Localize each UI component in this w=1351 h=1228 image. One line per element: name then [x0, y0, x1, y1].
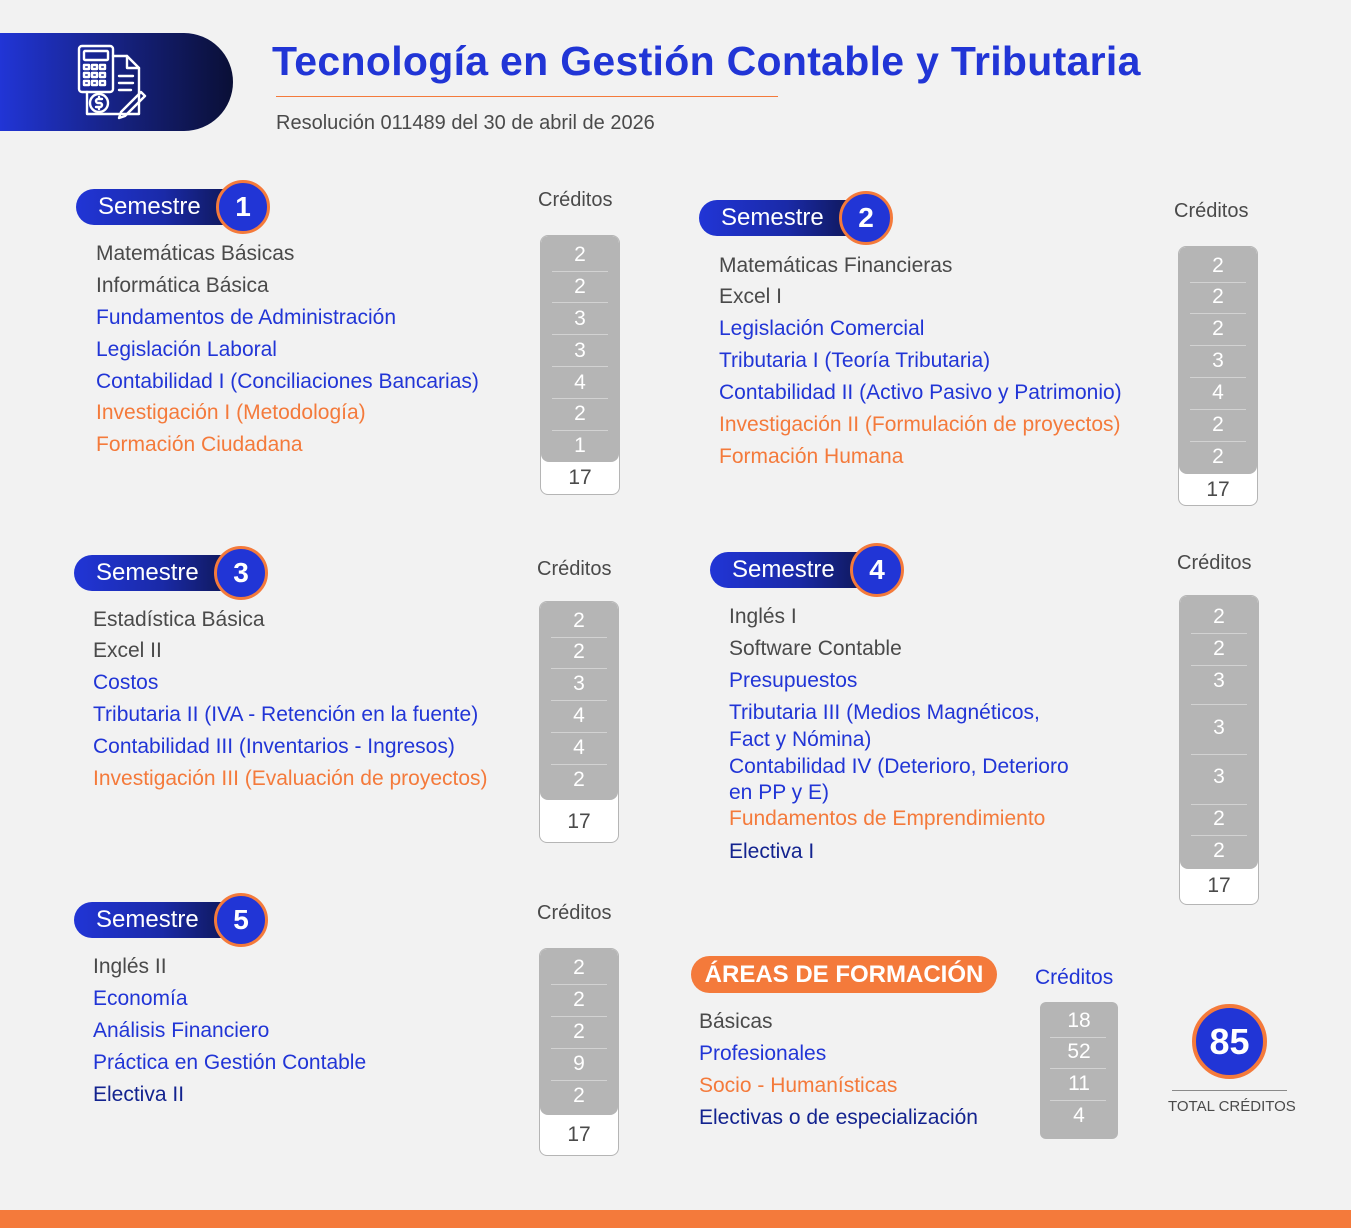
subject-item: Investigación III (Evaluación de proyectos)	[93, 767, 488, 790]
credit-value: 2	[1213, 839, 1225, 862]
semester-3-badge	[74, 546, 274, 600]
credit-value: 3	[574, 339, 586, 362]
credits-header: Créditos	[1174, 200, 1249, 222]
semester-label: Semestre	[74, 555, 249, 591]
page-title: Tecnología en Gestión Contable y Tributaria	[272, 38, 1141, 84]
subject-item: Investigación II (Formulación de proyectos)	[719, 413, 1121, 436]
subject-item: Presupuestos	[729, 669, 858, 692]
subject-item: Fundamentos de Emprendimiento	[729, 807, 1046, 830]
credit-total: 17	[1206, 478, 1230, 501]
credits-header: Créditos	[537, 558, 612, 580]
credit-value: 3	[573, 672, 585, 695]
semester-number: 5	[214, 893, 268, 947]
credit-value: 3	[574, 307, 586, 330]
credit-value: 2	[574, 243, 586, 266]
credit-value: 2	[574, 402, 586, 425]
credit-value: 2	[573, 988, 585, 1011]
subject-item: Contabilidad IV (Deterioro, Deterioro	[729, 755, 1069, 778]
subject-item: Formación Ciudadana	[96, 433, 303, 456]
credit-value: 52	[1067, 1040, 1091, 1063]
area-item: Electivas o de especialización	[699, 1106, 978, 1129]
credit-value: 2	[1212, 254, 1224, 277]
total-credits-value: 85	[1192, 1004, 1267, 1079]
subject-item: en PP y E)	[729, 781, 829, 804]
credit-value: 2	[1213, 605, 1225, 628]
credit-value: 9	[573, 1052, 585, 1075]
semester-number: 4	[850, 543, 904, 597]
credit-value: 2	[573, 1084, 585, 1107]
credit-value: 3	[1213, 716, 1225, 739]
credit-value: 2	[573, 609, 585, 632]
credit-value: 2	[1212, 317, 1224, 340]
semester-1-credits	[540, 235, 620, 495]
subject-item: Legislación Laboral	[96, 338, 277, 361]
semester-5-credits	[539, 948, 619, 1156]
subject-item: Electiva II	[93, 1083, 185, 1106]
subject-item: Fundamentos de Administración	[96, 306, 396, 329]
title-divider	[276, 96, 778, 97]
subject-item: Informática Básica	[96, 274, 269, 297]
areas-credits-header: Créditos	[1035, 966, 1114, 989]
credit-value: 3	[1212, 349, 1224, 372]
semester-label: Semestre	[76, 189, 251, 225]
subject-item: Software Contable	[729, 637, 902, 660]
credit-value: 18	[1067, 1009, 1091, 1032]
total-divider	[1172, 1090, 1287, 1091]
credit-value: 2	[573, 956, 585, 979]
credit-total: 17	[567, 1123, 591, 1146]
subject-item: Costos	[93, 671, 159, 694]
credit-value: 2	[1213, 807, 1225, 830]
credit-value: 2	[573, 640, 585, 663]
semester-label: Semestre	[74, 902, 249, 938]
semester-2-badge	[699, 191, 899, 245]
credit-value: 3	[1213, 765, 1225, 788]
areas-title: ÁREAS DE FORMACIÓN	[691, 956, 997, 993]
subject-item: Fact y Nómina)	[729, 728, 872, 751]
page-subtitle: Resolución 011489 del 30 de abril de 2026	[276, 112, 655, 134]
credit-value: 4	[573, 704, 585, 727]
subject-item: Inglés I	[729, 605, 797, 628]
credit-value: 4	[1212, 381, 1224, 404]
credit-value: 4	[573, 736, 585, 759]
areas-credits	[1040, 1002, 1118, 1139]
credit-total: 17	[568, 466, 592, 489]
credit-total: 17	[567, 810, 591, 833]
subject-item: Excel II	[93, 639, 162, 662]
credit-value: 2	[1213, 637, 1225, 660]
credits-header: Créditos	[537, 902, 612, 924]
subject-item: Electiva I	[729, 840, 815, 863]
semester-label: Semestre	[710, 552, 885, 588]
subject-item: Excel I	[719, 285, 783, 308]
subject-item: Matemáticas Básicas	[96, 242, 295, 265]
subject-item: Matemáticas Financieras	[719, 254, 953, 277]
subject-item: Contabilidad III (Inventarios - Ingresos)	[93, 735, 455, 758]
credit-value: 4	[574, 371, 586, 394]
calculator-document-icon	[75, 42, 155, 122]
semester-number: 2	[839, 191, 893, 245]
semester-number: 3	[214, 546, 268, 600]
credit-value: 2	[1212, 413, 1224, 436]
area-item: Profesionales	[699, 1042, 827, 1065]
subject-item: Práctica en Gestión Contable	[93, 1051, 367, 1074]
semester-label: Semestre	[699, 200, 874, 236]
credits-header: Créditos	[538, 189, 613, 211]
subject-item: Tributaria II (IVA - Retención en la fuente)	[93, 703, 479, 726]
credit-value: 2	[573, 768, 585, 791]
credit-total: 17	[1207, 874, 1231, 897]
subject-item: Tributaria I (Teoría Tributaria)	[719, 349, 991, 372]
semester-5-badge	[74, 893, 274, 947]
credit-value: 4	[1073, 1104, 1085, 1127]
subject-item: Contabilidad II (Activo Pasivo y Patrimonio)	[719, 381, 1122, 404]
area-item: Básicas	[699, 1010, 773, 1033]
semester-number: 1	[216, 180, 270, 234]
credit-value: 2	[574, 275, 586, 298]
subject-item: Legislación Comercial	[719, 317, 925, 340]
semester-1-badge	[76, 180, 276, 234]
credits-header: Créditos	[1177, 552, 1252, 574]
semester-4-credits	[1179, 595, 1259, 905]
credit-value: 1	[574, 434, 586, 457]
subject-item: Economía	[93, 987, 188, 1010]
subject-item: Inglés II	[93, 955, 167, 978]
subject-item: Contabilidad I (Conciliaciones Bancarias)	[96, 370, 479, 393]
semester-2-credits	[1178, 246, 1258, 506]
credit-value: 11	[1068, 1072, 1090, 1095]
semester-4-badge	[710, 543, 910, 597]
subject-item: Tributaria III (Medios Magnéticos,	[729, 701, 1040, 724]
credit-value: 2	[573, 1020, 585, 1043]
credit-value: 2	[1212, 445, 1224, 468]
total-credits-label: TOTAL CRÉDITOS	[1168, 1098, 1296, 1115]
subject-item: Análisis Financiero	[93, 1019, 270, 1042]
subject-item: Estadística Básica	[93, 608, 265, 631]
credit-value: 2	[1212, 285, 1224, 308]
credit-value: 3	[1213, 669, 1225, 692]
subject-item: Investigación I (Metodología)	[96, 401, 366, 424]
area-item: Socio - Humanísticas	[699, 1074, 898, 1097]
subject-item: Formación Humana	[719, 445, 904, 468]
semester-3-credits	[539, 601, 619, 843]
footer-bar	[0, 1210, 1351, 1228]
